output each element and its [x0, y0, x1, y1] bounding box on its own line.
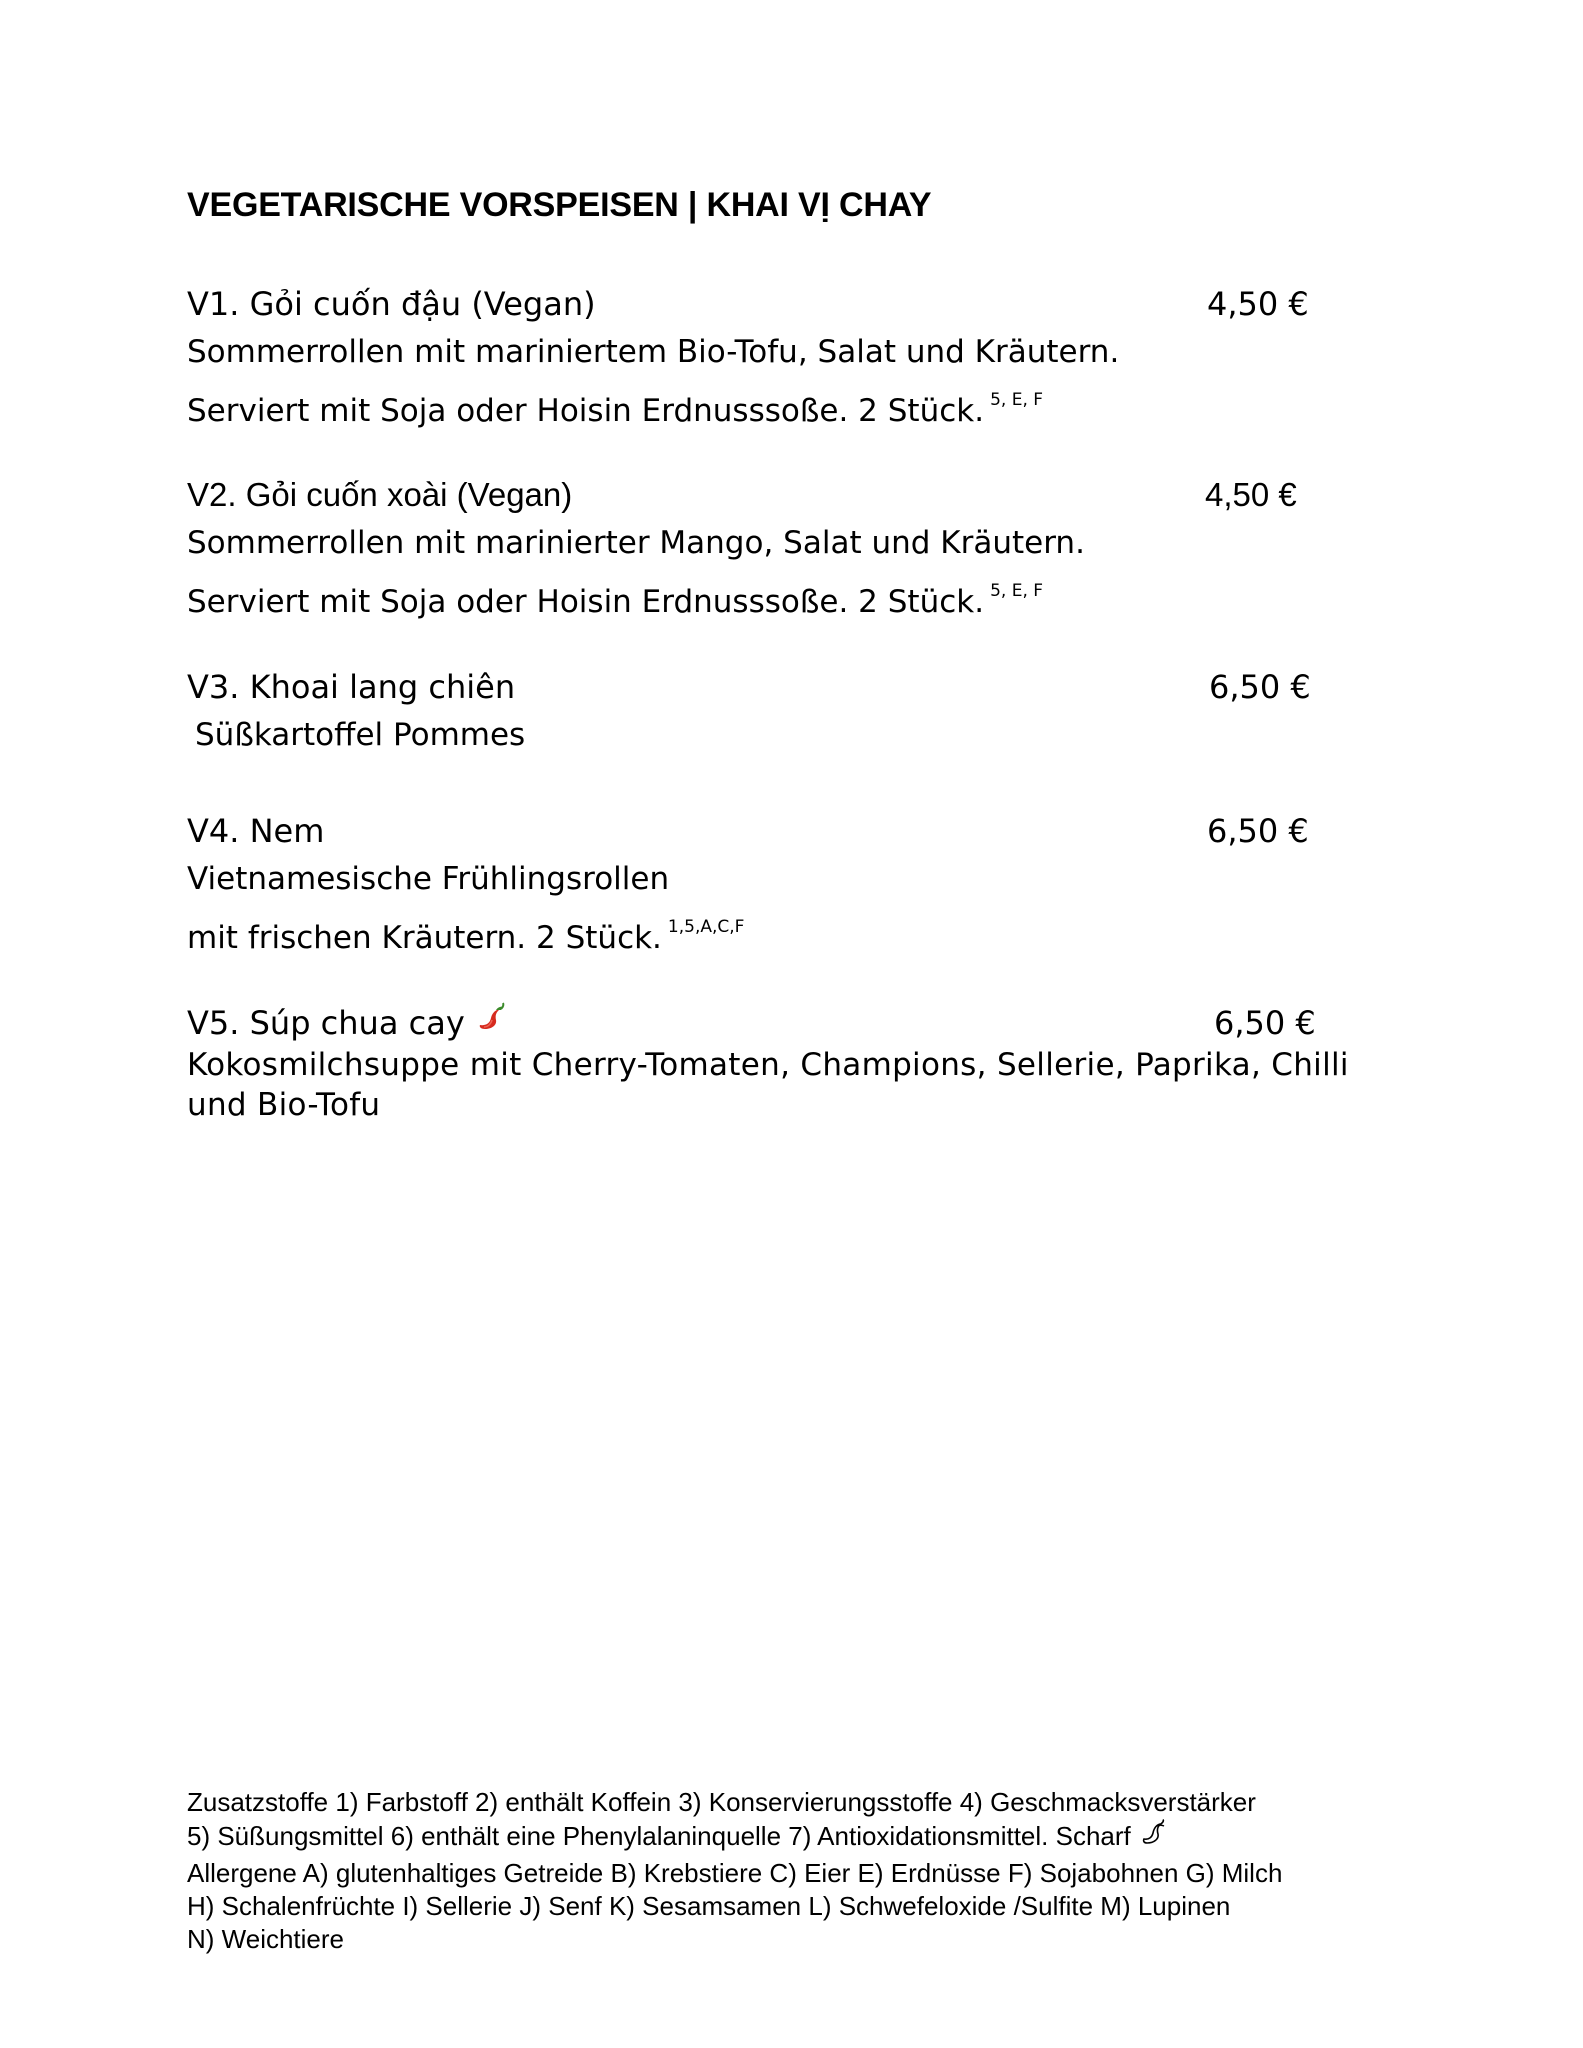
item-description-line [187, 567, 1367, 626]
item-description-text: Serviert mit Soja oder Hoisin Erdnusssoße. 2 Stück. [187, 393, 985, 429]
allergens-line: H) Schalenfrüchte I) Sellerie J) Senf K) Sesamsamen L) Schwefeloxide /Sulfite M) Lupinen [187, 1891, 1231, 1921]
item-description: Kokosmilchsuppe mit Cherry-Tomaten, Champions, Sellerie, Paprika, Chilli und Bio-Tofu [187, 1047, 1349, 1123]
page-title: VEGETARISCHE VORSPEISEN | KHAI VỊ CHAY [187, 186, 932, 224]
menu-item-v3 [187, 663, 1367, 759]
chili-pepper-icon [475, 1001, 509, 1049]
item-name: V1. Gỏi cuốn đậu (Vegan) [187, 285, 596, 323]
item-description-line [187, 903, 1367, 962]
additives-text: 5) Süßungsmittel 6) enthält eine Phenylalaninquelle 7) Antioxidationsmittel. Scharf [187, 1821, 1131, 1851]
item-description-text: mit frischen Kräutern. 2 Stück. [187, 920, 662, 956]
item-price: 4,50 € [1205, 476, 1297, 513]
legend-footer [187, 1786, 1407, 1956]
additives-line [187, 1819, 1407, 1857]
chili-outline-icon [1139, 1819, 1169, 1857]
item-description-line [187, 376, 1367, 435]
item-price: 6,50 € [1214, 1004, 1316, 1042]
item-description-line: Sommerrollen mit marinierter Mango, Salat und Kräutern. [187, 525, 1085, 561]
item-description-line: Vietnamesische Frühlingsrollen [187, 861, 670, 897]
allergens-line: N) Weichtiere [187, 1924, 345, 1954]
menu-item-v5 [187, 999, 1367, 1125]
item-name: V3. Khoai lang chiên [187, 668, 516, 706]
menu-item-v2 [187, 471, 1367, 626]
additives-line: Zusatzstoffe 1) Farbstoff 2) enthält Koffein 3) Konservierungsstoffe 4) Geschmacksverstärker [187, 1787, 1256, 1817]
item-price: 4,50 € [1207, 285, 1309, 323]
item-price: 6,50 € [1209, 668, 1311, 706]
item-name-text: V5. Súp chua cay [187, 1004, 465, 1042]
item-description-line: Süßkartoffel Pommes [195, 717, 526, 753]
allergen-codes: 1,5,A,C,F [667, 917, 745, 937]
item-price: 6,50 € [1207, 812, 1309, 850]
item-name: V4. Nem [187, 812, 325, 850]
item-name [187, 999, 509, 1049]
menu-item-v4 [187, 807, 1367, 962]
menu-item-v1 [187, 280, 1367, 435]
allergens-line: Allergene A) glutenhaltiges Getreide B) Krebstiere C) Eier E) Erdnüsse F) Sojabohnen G) Milch [187, 1858, 1283, 1888]
allergen-codes: 5, E, F [990, 390, 1044, 410]
item-description-text: Serviert mit Soja oder Hoisin Erdnusssoße. 2 Stück. [187, 584, 985, 620]
item-description-line: Sommerrollen mit mariniertem Bio-Tofu, Salat und Kräutern. [187, 334, 1120, 370]
item-name: V2. Gỏi cuốn xoài (Vegan) [187, 476, 573, 513]
allergen-codes: 5, E, F [990, 581, 1044, 601]
